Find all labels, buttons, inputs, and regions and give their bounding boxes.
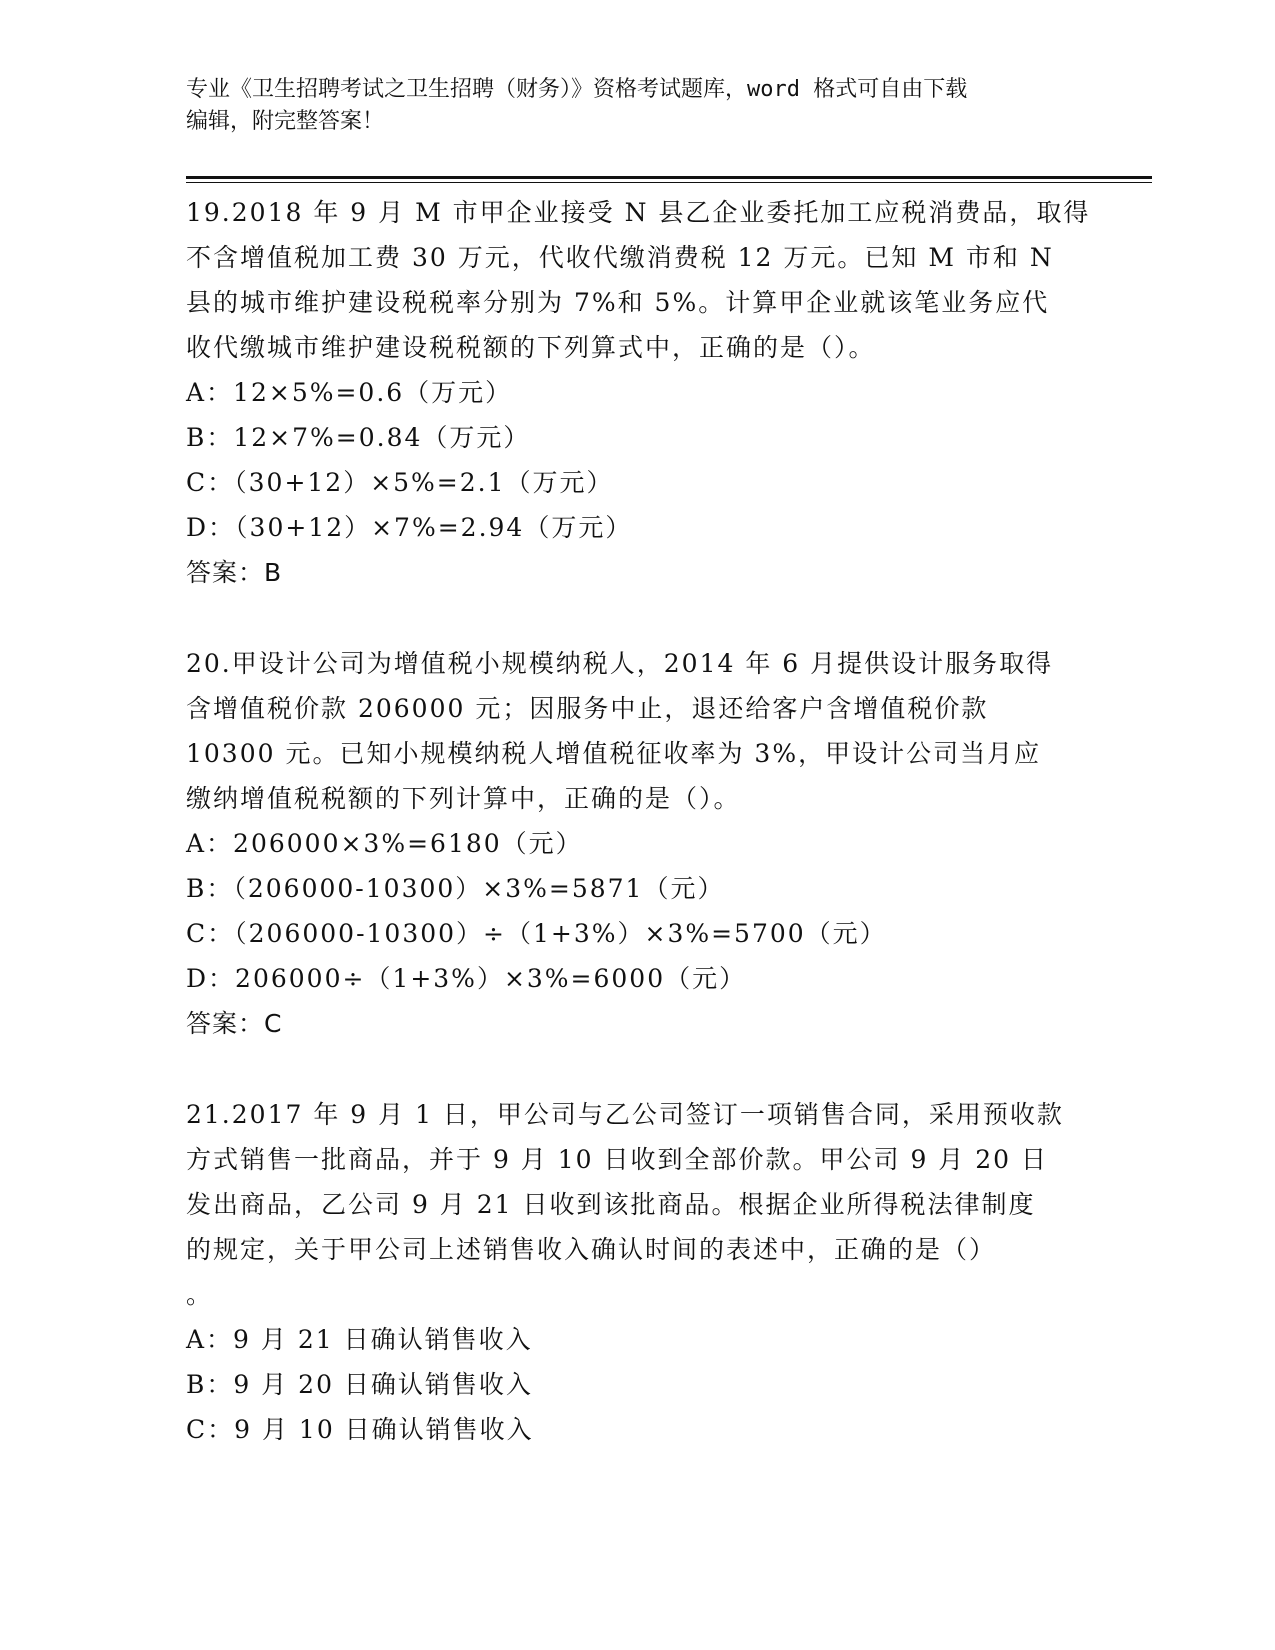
question-20 bbox=[186, 641, 1106, 1046]
question-text-line: 方式销售一批商品，并于 9 月 10 日收到全部价款。甲公司 9 月 20 日 bbox=[186, 1145, 1049, 1174]
question-text-line: 含增值税价款 206000 元；因服务中止，退还给客户含增值税价款 bbox=[186, 694, 989, 723]
option-c: C：（30+12）×5%=2.1（万元） bbox=[186, 468, 614, 497]
option-d: D：（30+12）×7%=2.94（万元） bbox=[186, 513, 633, 542]
answer: 答案：B bbox=[186, 558, 283, 587]
question-text-line: 收代缴城市维护建设税税额的下列算式中，正确的是（）。 bbox=[186, 333, 876, 362]
document-header bbox=[186, 74, 1086, 138]
question-text-line: 10300 元。已知小规模纳税人增值税征收率为 3%，甲设计公司当月应 bbox=[186, 739, 1042, 768]
option-b: B：9 月 20 日确认销售收入 bbox=[186, 1370, 533, 1399]
header-divider bbox=[186, 176, 1152, 179]
option-a: A：9 月 21 日确认销售收入 bbox=[186, 1325, 533, 1354]
question-21 bbox=[186, 1092, 1106, 1452]
option-d: D：206000÷（1+3%）×3%=6000（元） bbox=[186, 964, 747, 993]
question-19 bbox=[186, 190, 1106, 595]
header-divider-thin bbox=[186, 182, 1152, 183]
question-text-line: 。 bbox=[186, 1280, 214, 1309]
option-b: B：（206000-10300）×3%=5871（元） bbox=[186, 874, 725, 903]
answer: 答案：C bbox=[186, 1009, 283, 1038]
option-c: C：9 月 10 日确认销售收入 bbox=[186, 1415, 534, 1444]
option-c: C：（206000-10300）÷（1+3%）×3%=5700（元） bbox=[186, 919, 887, 948]
option-a: A：206000×3%=6180（元） bbox=[186, 829, 583, 858]
header-line: 专业《卫生招聘考试之卫生招聘（财务）》资格考试题库，word 格式可自由下载 bbox=[186, 77, 968, 102]
question-text-line: 县的城市维护建设税税率分别为 7%和 5%。计算甲企业就该笔业务应代 bbox=[186, 288, 1050, 317]
question-list bbox=[186, 190, 1106, 1452]
question-text-line: 的规定，关于甲公司上述销售收入确认时间的表述中，正确的是（） bbox=[186, 1235, 997, 1264]
header-line: 编辑，附完整答案！ bbox=[186, 109, 385, 134]
question-spacer bbox=[186, 1046, 1106, 1092]
question-spacer bbox=[186, 595, 1106, 641]
question-text-line: 发出商品，乙公司 9 月 21 日收到该批商品。根据企业所得税法律制度 bbox=[186, 1190, 1036, 1219]
question-text-line: 缴纳增值税税额的下列计算中，正确的是（）。 bbox=[186, 784, 741, 813]
question-text-line: 不含增值税加工费 30 万元，代收代缴消费税 12 万元。已知 M 市和 N bbox=[186, 243, 1054, 272]
option-b: B：12×7%=0.84（万元） bbox=[186, 423, 531, 452]
option-a: A：12×5%=0.6（万元） bbox=[186, 378, 513, 407]
question-text-line: 20.甲设计公司为增值税小规模纳税人，2014 年 6 月提供设计服务取得 bbox=[186, 649, 1054, 678]
question-text-line: 21.2017 年 9 月 1 日，甲公司与乙公司签订一项销售合同，采用预收款 bbox=[186, 1100, 1064, 1129]
question-text-line: 19.2018 年 9 月 M 市甲企业接受 N 县乙企业委托加工应税消费品，取得 bbox=[186, 198, 1091, 227]
